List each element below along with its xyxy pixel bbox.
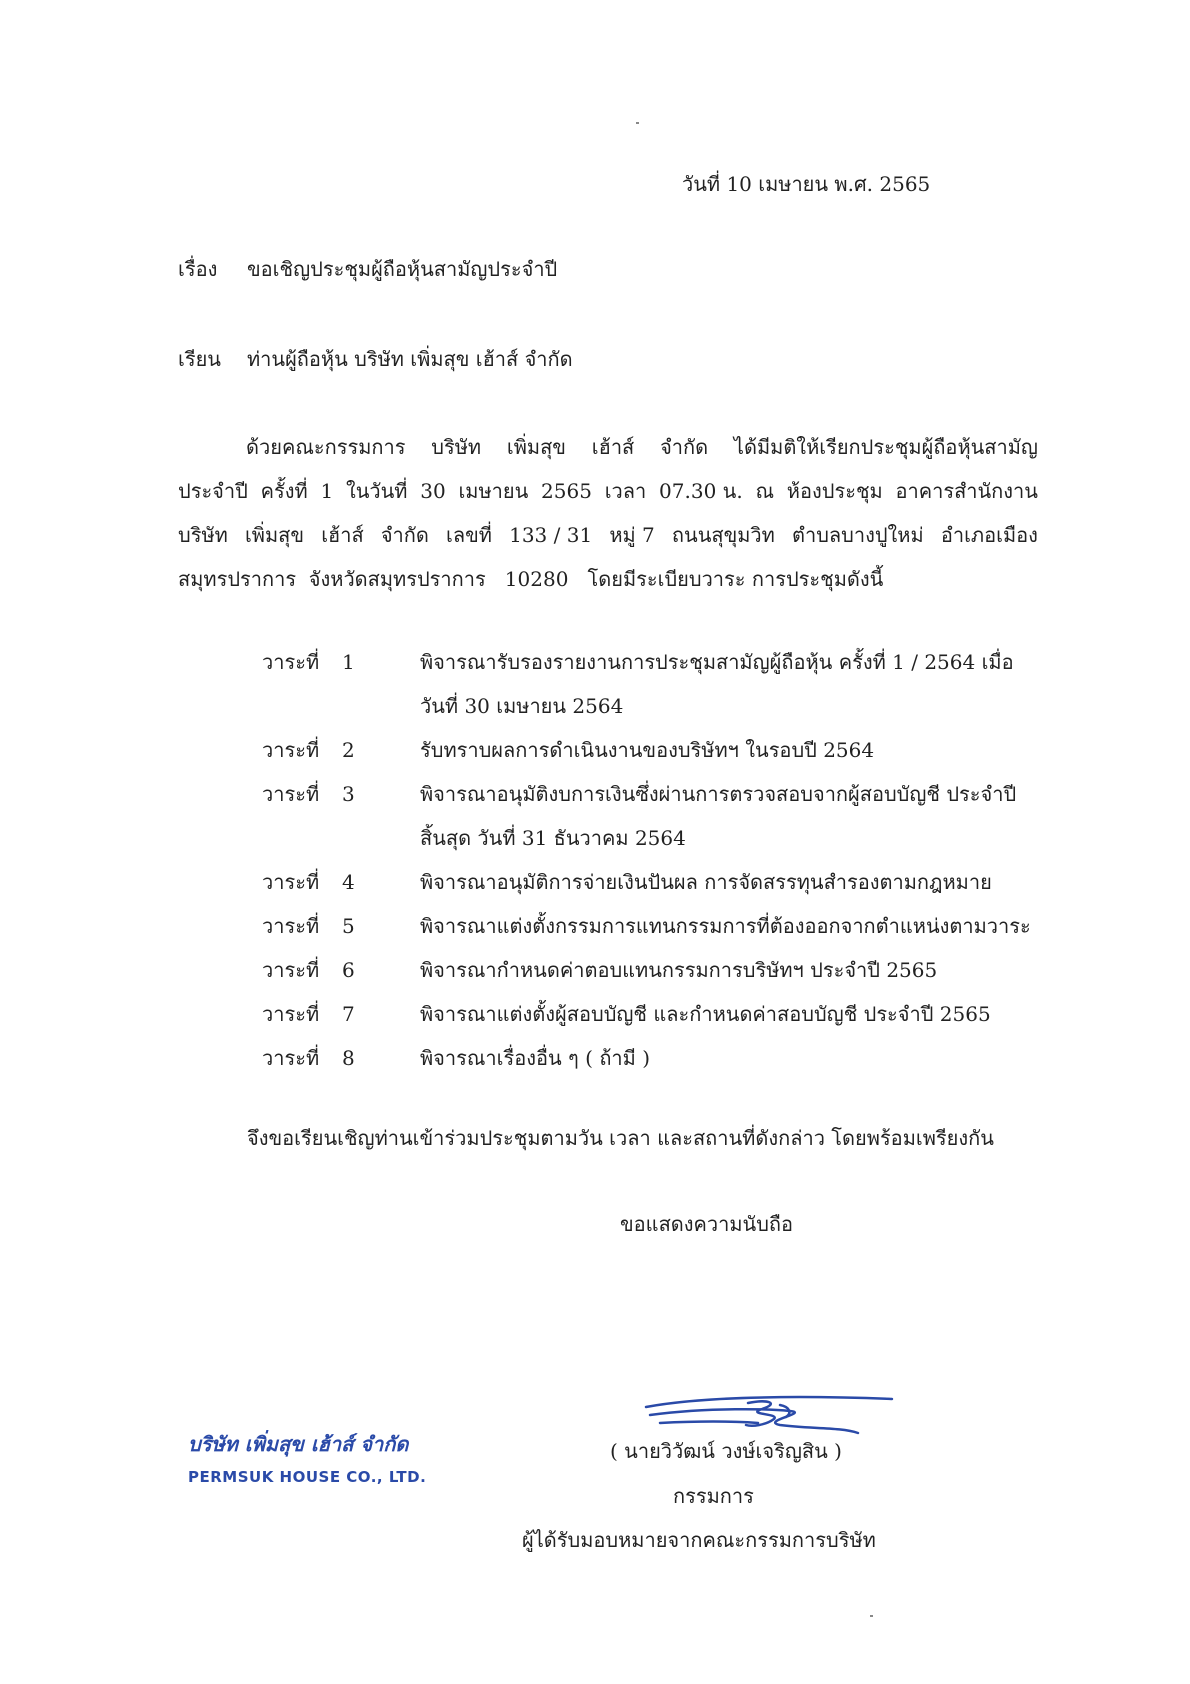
letter-date: วันที่ 10 เมษายน พ.ศ. 2565 <box>682 172 931 196</box>
agenda-item <box>262 728 1042 772</box>
agenda-label: วาระที่ <box>262 958 320 982</box>
body-word: ได้มีมติให้เรียกประชุมผู้ถือหุ้นสามัญ <box>733 435 1038 459</box>
agenda-number: 3 <box>342 782 355 806</box>
agenda-text: พิจารณารับรองรายงานการประชุมสามัญผู้ถือหุ้น ครั้งที่ 1 / 2564 เมื่อ วันที่ 30 เมษายน 2564 <box>420 650 1014 718</box>
company-stamp-thai: บริษัท เพิ่มสุข เฮ้าส์ จำกัด <box>188 1432 409 1456</box>
body-word: หมู่ 7 <box>609 523 655 547</box>
agenda-number: 2 <box>342 738 355 762</box>
company-stamp-english: PERMSUK HOUSE CO., LTD. <box>188 1468 427 1486</box>
body-word: ในวันที่ <box>345 479 408 503</box>
closing-sentence: จึงขอเรียนเชิญท่านเข้าร่วมประชุมตามวัน เวลา และสถานที่ดังกล่าว โดยพร้อมเพรียงกัน <box>247 1126 994 1150</box>
agenda-label: วาระที่ <box>262 1046 320 1070</box>
recipient-text: ท่านผู้ถือหุ้น บริษัท เพิ่มสุข เฮ้าส์ จำกัด <box>247 347 573 371</box>
signer-title: กรรมการ <box>673 1484 754 1508</box>
agenda-text: พิจารณาเรื่องอื่น ๆ ( ถ้ามี ) <box>420 1046 650 1070</box>
agenda-item <box>262 772 1042 860</box>
signer-name: ( นายวิวัฒน์ วงษ์เจริญสิน ) <box>610 1439 842 1463</box>
agenda-text: พิจารณาแต่งตั้งผู้สอบบัญชี และกำหนดค่าสอบบัญชี ประจำปี 2565 <box>420 1002 991 1026</box>
scan-speck <box>636 122 639 124</box>
body-line <box>178 425 1038 469</box>
body-word: สมุทรปราการ จังหวัดสมุทรปราการ 10280 โดยมีระเบียบวาระ การประชุมดังนี้ <box>178 567 884 591</box>
body-word: ด้วยคณะกรรมการ <box>246 435 406 459</box>
body-word: ห้องประชุม <box>786 479 883 503</box>
body-word: ถนนสุขุมวิท <box>671 523 775 547</box>
agenda-label: วาระที่ <box>262 870 320 894</box>
body-word: เวลา <box>604 479 647 503</box>
agenda-item <box>262 992 1042 1036</box>
body-word: จำกัด <box>380 523 429 547</box>
agenda-text: รับทราบผลการดำเนินงานของบริษัทฯ ในรอบปี 2564 <box>420 738 875 762</box>
agenda-number: 6 <box>342 958 355 982</box>
agenda-item <box>262 904 1042 948</box>
body-word: จำกัด <box>660 435 709 459</box>
agenda-item <box>262 640 1042 728</box>
agenda-number: 1 <box>342 650 355 674</box>
body-line <box>178 469 1038 513</box>
body-word: ณ <box>755 479 775 503</box>
body-word: อาคารสำนักงาน <box>895 479 1038 503</box>
agenda-list <box>262 640 1042 1080</box>
agenda-item <box>262 948 1042 992</box>
agenda-number: 7 <box>342 1002 355 1026</box>
agenda-label: วาระที่ <box>262 782 320 806</box>
body-word: เมษายน <box>458 479 529 503</box>
agenda-text: พิจารณาอนุมัติการจ่ายเงินปันผล การจัดสรรทุนสำรองตามกฎหมาย <box>420 870 992 894</box>
body-line <box>178 513 1038 557</box>
company-stamp <box>188 1428 428 1486</box>
body-word: เลขที่ <box>446 523 492 547</box>
body-word: 2565 <box>541 479 592 503</box>
agenda-text: พิจารณากำหนดค่าตอบแทนกรรมการบริษัทฯ ประจำปี 2565 <box>420 958 938 982</box>
closing-regards: ขอแสดงความนับถือ <box>620 1212 794 1236</box>
agenda-number: 8 <box>342 1046 355 1070</box>
subject-label: เรื่อง <box>178 257 218 281</box>
body-word: เฮ้าส์ <box>321 523 364 547</box>
agenda-number: 5 <box>342 914 355 938</box>
signer-authority: ผู้ได้รับมอบหมายจากคณะกรรมการบริษัท <box>522 1528 876 1552</box>
body-word: 133 / 31 <box>509 523 593 547</box>
agenda-label: วาระที่ <box>262 738 320 762</box>
body-word: เฮ้าส์ <box>591 435 635 459</box>
scan-speck <box>870 1615 873 1617</box>
body-word: บริษัท <box>431 435 482 459</box>
agenda-label: วาระที่ <box>262 1002 320 1026</box>
body-paragraph <box>178 425 1038 601</box>
body-word: 30 <box>420 479 446 503</box>
body-word: บริษัท <box>178 523 228 547</box>
agenda-item <box>262 860 1042 904</box>
body-word: ประจำปี <box>178 479 248 503</box>
recipient-label: เรียน <box>178 347 221 371</box>
body-word: อำเภอเมือง <box>940 523 1038 547</box>
subject-text: ขอเชิญประชุมผู้ถือหุ้นสามัญประจำปี <box>247 257 558 281</box>
body-word: เพิ่มสุข <box>506 435 566 459</box>
body-word: ครั้งที่ <box>260 479 308 503</box>
agenda-text: พิจารณาอนุมัติงบการเงินซึ่งผ่านการตรวจสอบจากผู้สอบบัญชี ประจำปี สิ้นสุด วันที่ 31 ธันวาคม 2564 <box>420 782 1017 850</box>
agenda-item <box>262 1036 1042 1080</box>
agenda-label: วาระที่ <box>262 650 320 674</box>
agenda-label: วาระที่ <box>262 914 320 938</box>
agenda-number: 4 <box>342 870 355 894</box>
body-line <box>178 557 1038 601</box>
body-word: เพิ่มสุข <box>244 523 305 547</box>
body-word: 1 <box>320 479 334 503</box>
body-word: 07.30 น. <box>659 479 743 503</box>
body-word: ตำบลบางปูใหม่ <box>791 523 924 547</box>
agenda-text: พิจารณาแต่งตั้งกรรมการแทนกรรมการที่ต้องออกจากตำแหน่งตามวาระ <box>420 914 1031 938</box>
